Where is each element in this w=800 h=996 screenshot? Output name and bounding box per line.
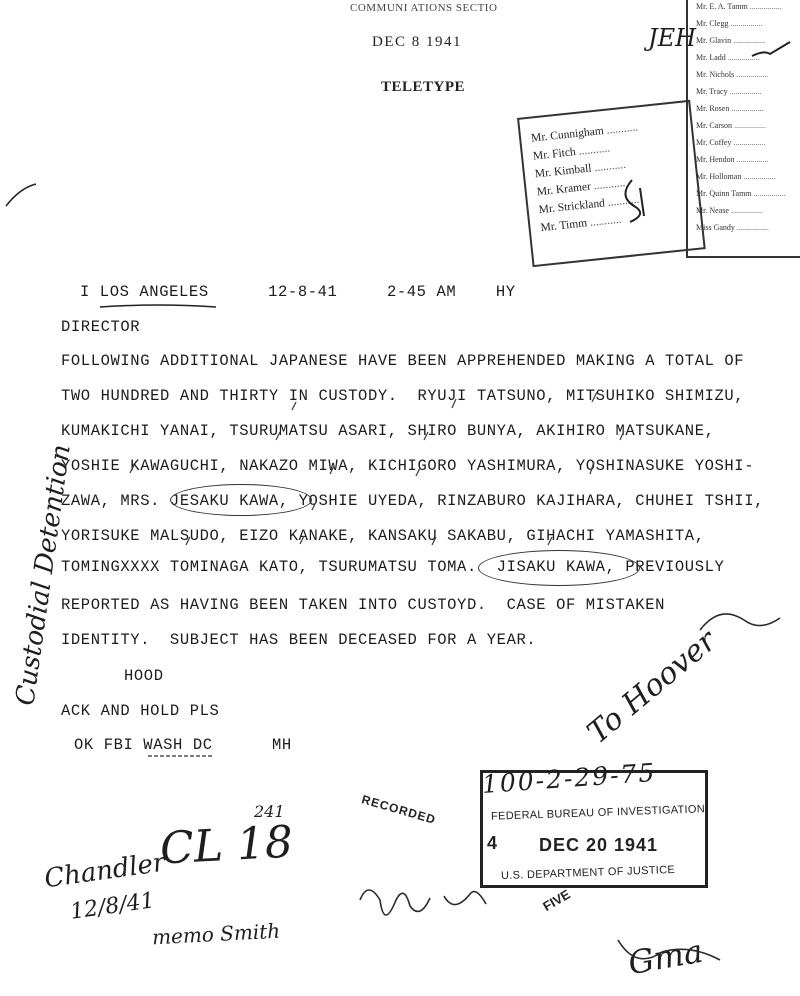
routing-name: Mr. Nichols ..... xyxy=(696,70,768,79)
stamp-index-digit: 4 xyxy=(487,833,498,853)
handwritten-number: 241 xyxy=(254,802,285,821)
reading-name: Mr. Kramer ..... xyxy=(536,177,626,198)
reading-box-signature-mark xyxy=(612,176,662,226)
handwritten-cl-note: CL 18 xyxy=(158,816,295,875)
handwritten-memo: memo Smith xyxy=(151,918,281,950)
routing-name: Mr. Hendon ..... xyxy=(696,155,769,164)
body-line: ZAWA, MRS. JESAKU KAWA, YOSHIE UYEDA, RINZABURO KAJIHARA, CHUHEI TSHII, xyxy=(61,492,765,510)
handwritten-initials-bottom: Gma xyxy=(625,931,706,983)
routing-list xyxy=(686,0,800,258)
routing-name: Mr. Glavin ..... xyxy=(696,36,765,45)
body-line: KUMAKICHI YANAI, TSURUMATSU ASARI, SHIRO BUNYA, AKIHIRO MATSUKANE, xyxy=(61,422,715,440)
name-circle-jisaku xyxy=(478,550,640,586)
routing-name: Mr. Coffey ..... xyxy=(696,138,765,147)
margin-mark-icon xyxy=(4,180,38,210)
department-name: U.S. DEPARTMENT OF JUSTICE xyxy=(500,863,676,883)
routing-name: Mr. Carson ..... xyxy=(696,121,766,130)
body-line: YOSHIE KAWAGUCHI, NAKAZO MIWA, KICHIGORO YASHIMURA, YOSHINASUKE YOSHI- xyxy=(61,457,755,475)
file-number: 100-2-29-75 xyxy=(480,757,658,799)
routing-name: Mr. Tracy ..... xyxy=(696,87,762,96)
body-line: IDENTITY. SUBJECT HAS BEEN DECEASED FOR A YEAR. xyxy=(61,631,537,649)
body-line: YORISUKE MALSUDO, EIZO KANAKE, KANSAKU SAKABU, GIHACHI YAMASHITA, xyxy=(61,527,705,545)
body-line: TOMINGXXXX TOMINAGA KATO, TSURUMATSU TOMA. JISAKU KAWA, PREVIOUSLY xyxy=(61,558,725,576)
routing-name: Mr. Ladd ..... xyxy=(696,53,760,62)
origin-line: I LOS ANGELES 12-8-41 2-45 AM HY xyxy=(80,283,516,301)
routing-name: Mr. E. A. Tamm ..... xyxy=(696,2,782,11)
addressee: DIRECTOR xyxy=(61,318,141,336)
ok-line-underline xyxy=(146,752,216,760)
communications-section-stamp: COMMUNI ATIONS SECTIO xyxy=(350,2,498,14)
body-line: REPORTED AS HAVING BEEN TAKEN INTO CUSTOYD. CASE OF MISTAKEN xyxy=(61,596,665,614)
body-line: TWO HUNDRED AND THIRTY IN CUSTODY. RYUJI TATSUNO, MITSUHIKO SHIMIZU, xyxy=(61,387,745,405)
origin-underline xyxy=(98,301,220,311)
reading-name: Mr. Fitch ..... xyxy=(532,142,610,162)
routing-name: Miss Gandy ..... xyxy=(696,223,769,232)
routing-name: Mr. Clegg ..... xyxy=(696,19,762,28)
routing-name: Mr. Quinn Tamm ..... xyxy=(696,189,786,198)
handwritten-to-note: To Hoover xyxy=(580,623,724,751)
five-stamp: FIVE xyxy=(540,886,573,914)
handwritten-initials: JEH xyxy=(648,24,697,52)
reading-name: Mr. Cunnigham ..... xyxy=(531,121,639,144)
reading-name: Mr. Timm ..... xyxy=(540,214,622,234)
reading-name: Mr. Kimball ..... xyxy=(534,159,626,180)
margin-note-custodial-detention: Custodial Detention xyxy=(10,442,77,708)
reading-name: Mr. Strickland ..... xyxy=(538,194,640,216)
routing-name: Mr. Nease ..... xyxy=(696,206,763,215)
teletype-heading: TELETYPE xyxy=(381,79,466,95)
handwritten-left-note: Chandler xyxy=(42,847,168,895)
handwritten-date: 12/8/41 xyxy=(68,888,157,925)
recorded-stamp: RECORDED xyxy=(360,792,438,827)
name-circle-jesaku xyxy=(170,484,312,516)
body-line: FOLLOWING ADDITIONAL JAPANESE HAVE BEEN APPREHENDED MAKING A TOTAL OF xyxy=(61,352,745,370)
routing-name: Mr. Holloman ..... xyxy=(696,172,775,181)
ack-line: ACK AND HOLD PLS xyxy=(61,702,220,720)
signature-hood: HOOD xyxy=(124,667,164,685)
bureau-name: FEDERAL BUREAU OF INVESTIGATION xyxy=(490,803,706,823)
received-date-stamp: DEC 8 1941 xyxy=(372,34,462,50)
ok-line: OK FBI WASH DC MH xyxy=(74,736,292,754)
stamp-date: DEC 20 1941 xyxy=(539,835,659,855)
routing-name: Mr. Rosen ..... xyxy=(696,104,763,113)
